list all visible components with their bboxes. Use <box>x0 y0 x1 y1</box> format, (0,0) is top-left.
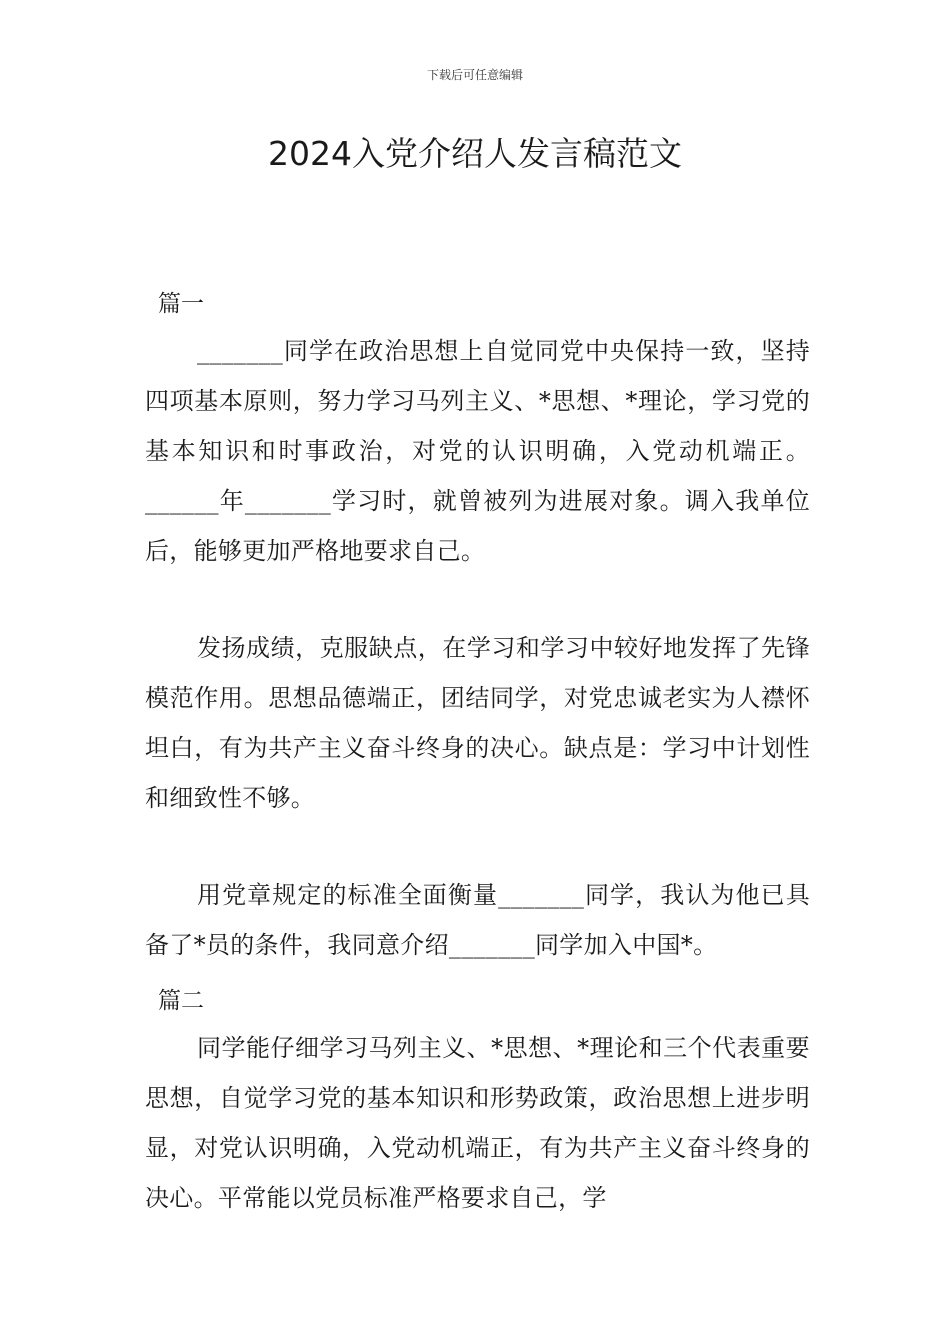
section-label-2: 篇二 <box>158 988 204 1014</box>
paragraph-3: 用党章规定的标准全面衡量_______同学，我认为他已具备了*员的条件，我同意介绍_______同学加入中国*。 <box>145 881 810 959</box>
paragraph-4: 同学能仔细学习马列主义、*思想、*理论和三个代表重要思想，自觉学习党的基本知识和形势政策，政治思想上进步明显，对党认识明确，入党动机端正，有为共产主义奋斗终身的决心。平常能以党员标准严格要求自己，学 <box>145 1034 810 1212</box>
document-title: 2024入党介绍人发言稿范文 <box>268 134 682 173</box>
paragraph-2: 发扬成绩，克服缺点，在学习和学习中较好地发挥了先锋模范作用。思想品德端正，团结同学，对党忠诚老实为人襟怀坦白，有为共产主义奋斗终身的决心。缺点是：学习中计划性和细致性不够。 <box>145 634 810 812</box>
section-label-1: 篇一 <box>158 291 204 317</box>
paragraph-1: _______同学在政治思想上自觉同党中央保持一致，坚持四项基本原则，努力学习马列主义、*思想、*理论，学习党的基本知识和时事政治，对党的认识明确，入党动机端正。______年_______学习时，就曾被列为进展对象。调入我单位后，能够更加严格地要求自己。 <box>145 337 810 565</box>
download-note: 下载后可任意编辑 <box>426 68 523 82</box>
